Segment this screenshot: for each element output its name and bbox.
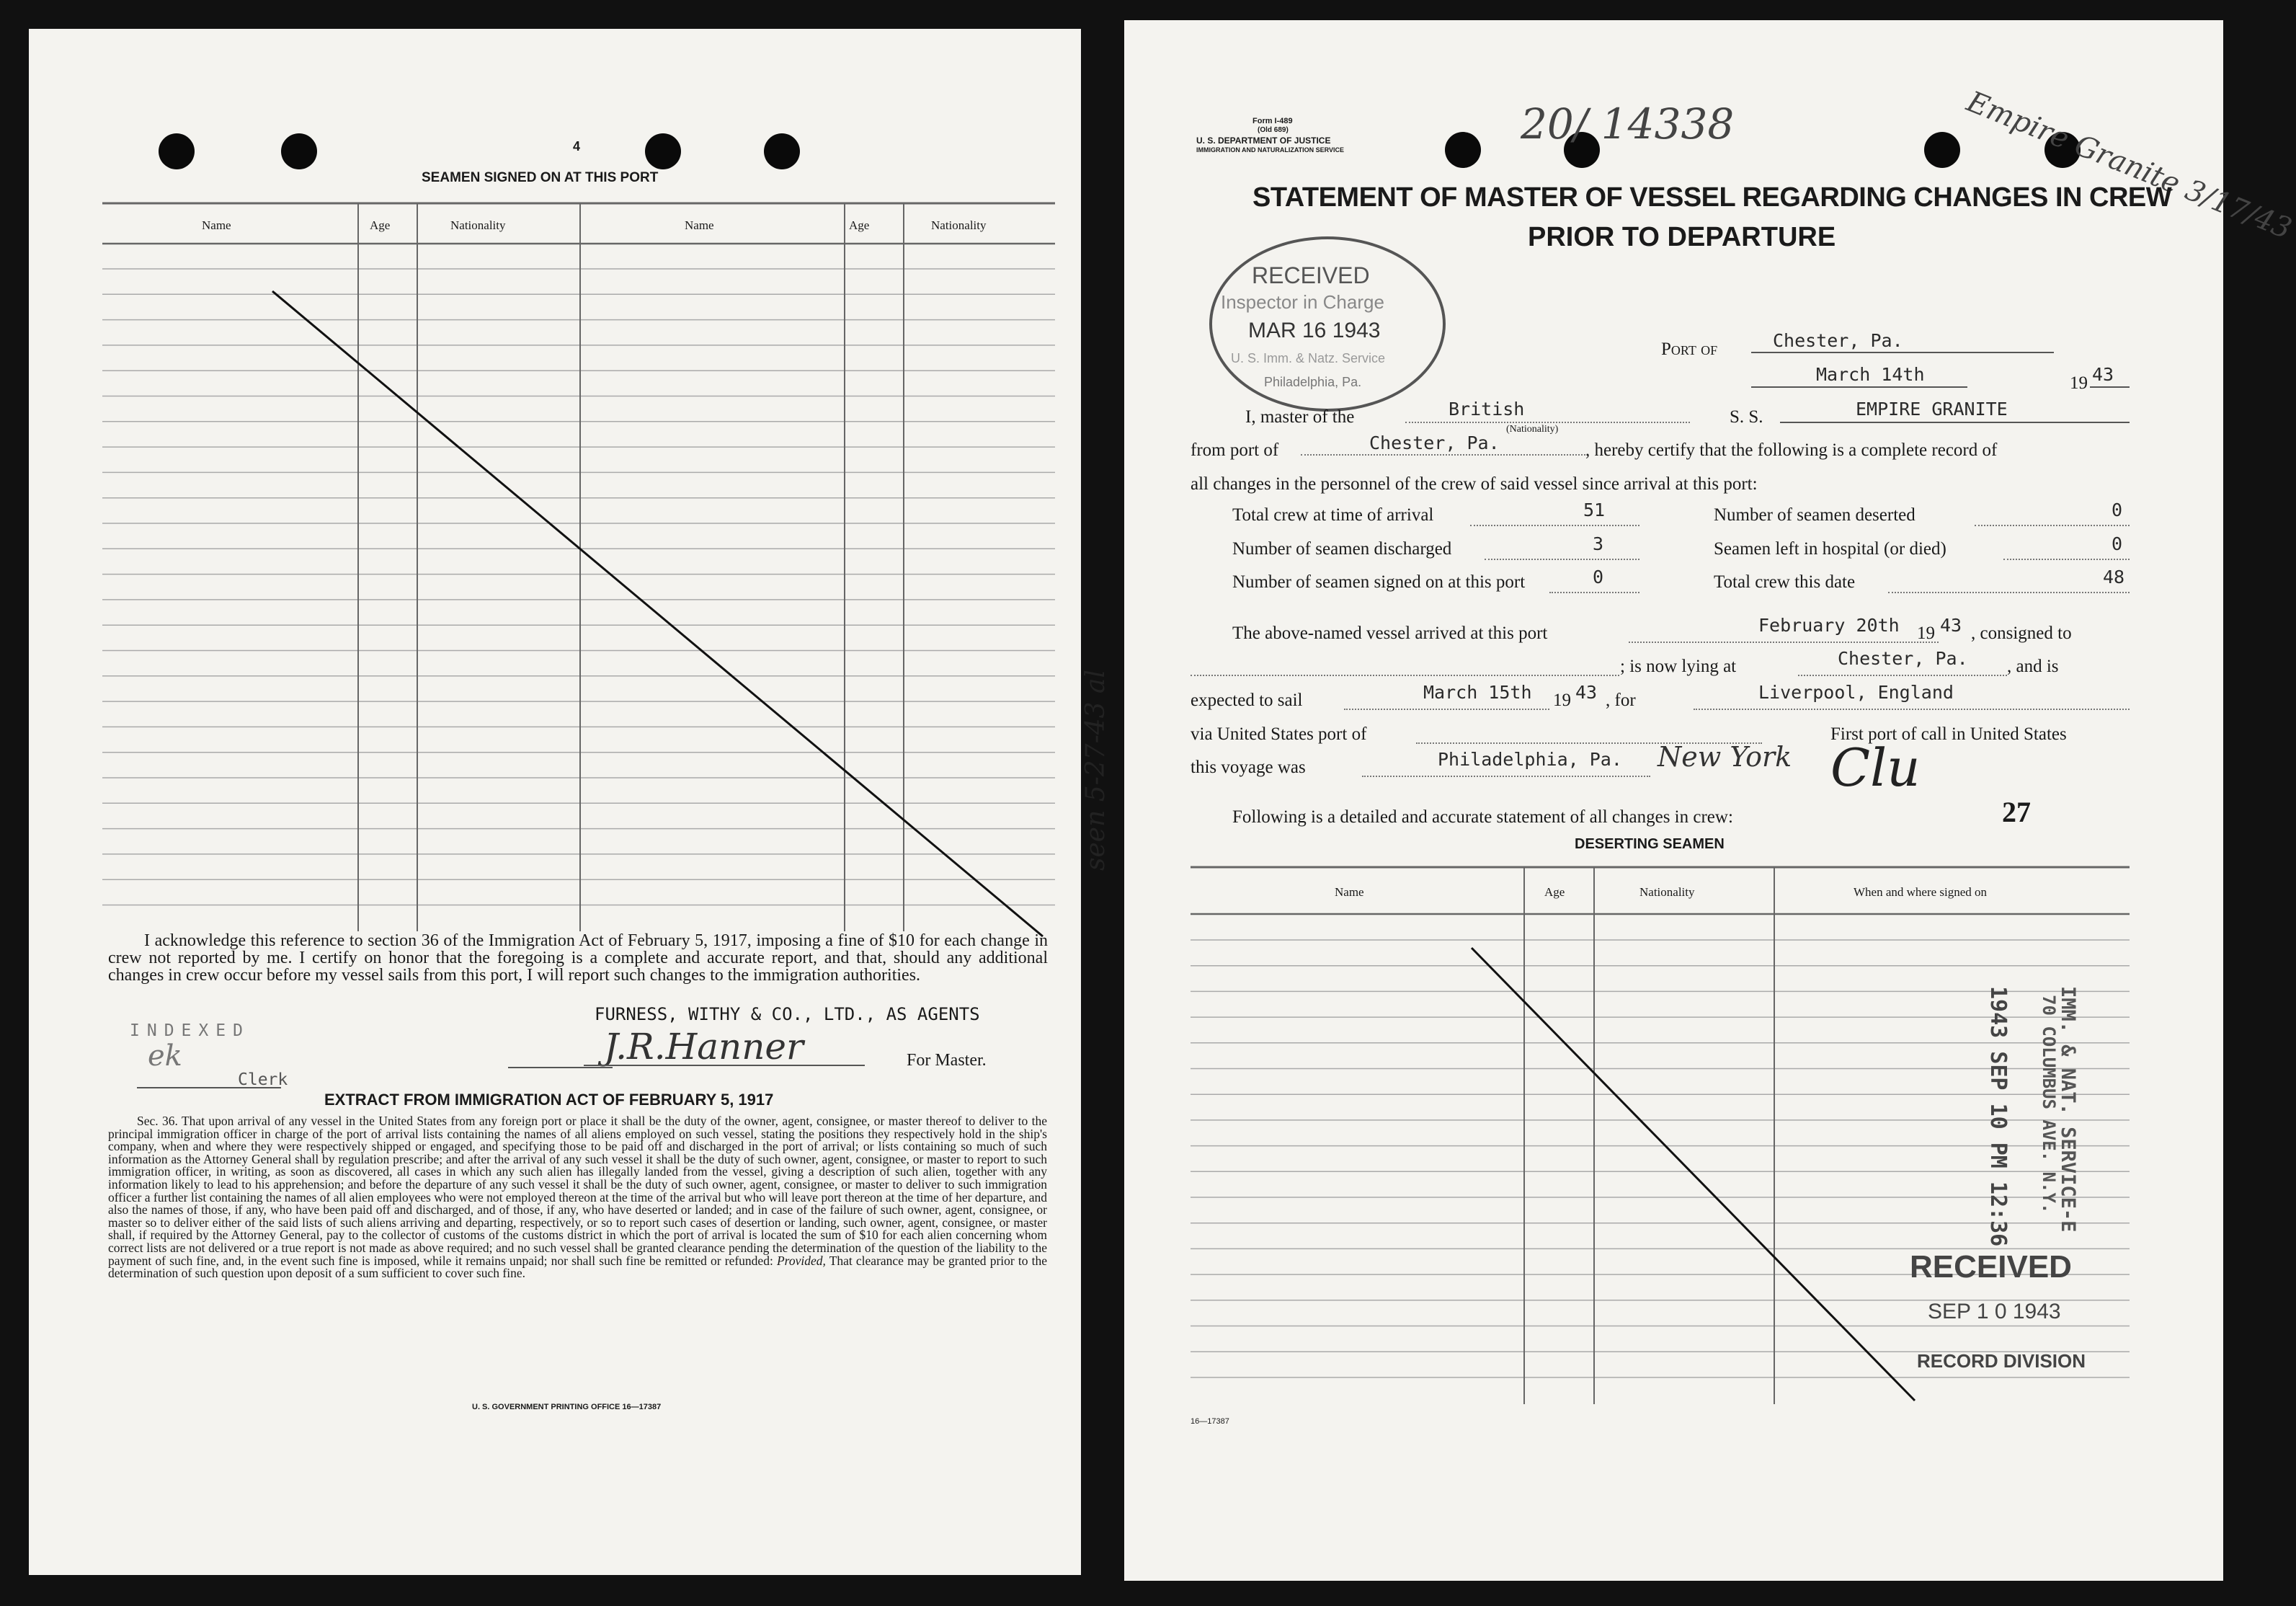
expected-label: expected to sail <box>1191 691 1303 710</box>
form-code: 16—17387 <box>1191 1417 1229 1426</box>
page-number: 4 <box>573 139 581 154</box>
stat-signed-on-value: 0 <box>1593 567 1604 587</box>
stamp-received: RECEIVED <box>1252 262 1370 288</box>
form-title-line2: PRIOR TO DEPARTURE <box>1528 222 1836 252</box>
stat-deserted-label: Number of seamen deserted <box>1714 505 1915 525</box>
year-line <box>2090 386 2130 388</box>
extract-title: EXTRACT FROM IMMIGRATION ACT OF FEBRUARY 5, 1917 <box>324 1091 774 1109</box>
form-old-number: (Old 689) <box>1258 126 1289 134</box>
lying-label: ; is now lying at <box>1620 657 1737 676</box>
from-port-value: Chester, Pa. <box>1369 432 1500 453</box>
seamen-signed-on-table <box>102 203 1055 931</box>
arrived-value: February 20th <box>1758 615 1900 636</box>
extract-tail: That clearance may be granted prior to the determination of such question upon deposit of a sum sufficient to cover such fine. <box>108 1253 1048 1281</box>
section-title: SEAMEN SIGNED ON AT THIS PORT <box>422 170 659 185</box>
form-number: Form I-489 <box>1252 117 1293 125</box>
voyage-value: Philadelphia, Pa. <box>1438 749 1622 770</box>
following-text: Following is a detailed and accurate statement of all changes in crew: <box>1232 807 1733 827</box>
handwritten-corner-note: Empire Granite 3/17/43 <box>1962 85 2296 246</box>
for-label: , for <box>1606 691 1636 710</box>
col-header-age: Age <box>849 218 870 232</box>
cancel-strike-line <box>1472 948 1915 1401</box>
dot-leader <box>1975 525 2130 526</box>
stamp-address-vertical: 70 COLUMBUS AVE. N.Y. <box>2039 995 2059 1214</box>
via-label: via United States port of <box>1191 724 1367 744</box>
master-signature: J.R.Hanner <box>604 1026 804 1068</box>
stamp-inspector: Inspector in Charge <box>1221 291 1384 313</box>
certify-text: , hereby certify that the following is a complete record of <box>1585 440 1998 460</box>
nationality-caption: (Nationality) <box>1506 424 1559 435</box>
stat-total-arrival-value: 51 <box>1583 500 1606 520</box>
stat-total-arrival-label: Total crew at time of arrival <box>1232 505 1434 525</box>
expected-fill <box>1344 709 1549 710</box>
voyage-fill <box>1362 776 1650 777</box>
dot-leader <box>1549 592 1639 593</box>
date-value: March 14th <box>1816 364 1925 385</box>
department-name: U. S. DEPARTMENT OF JUSTICE <box>1196 136 1331 146</box>
and-is-label: , and is <box>2007 657 2059 676</box>
first-port-label: First port of call in United States <box>1830 724 2067 744</box>
service-name: IMMIGRATION AND NATURALIZATION SERVICE <box>1196 146 1344 154</box>
voyage-label: this voyage was <box>1191 758 1306 777</box>
port-of-label: Port of <box>1661 340 1718 359</box>
clerk-line <box>137 1087 281 1088</box>
punch-hole <box>159 133 195 169</box>
punch-hole <box>1445 132 1481 168</box>
for-master-label: For Master. <box>907 1051 987 1070</box>
margin-handwritten-note: seen 5-27-43 al <box>1081 670 1111 871</box>
page-count-number: 27 <box>2002 796 2031 828</box>
consigned-label: , consigned to <box>1971 624 2072 643</box>
extract-provided: Provided, <box>776 1253 826 1268</box>
clerk-label: Clerk <box>238 1070 288 1089</box>
signature-line <box>584 1065 865 1066</box>
indexed-stamp: INDEXED <box>130 1021 250 1040</box>
arrived-year-prefix: 19 <box>1917 624 1935 643</box>
clerk-sign-line <box>508 1067 613 1068</box>
punch-hole <box>281 133 317 169</box>
col-header-age: Age <box>370 218 391 232</box>
destination-value: Liverpool, England <box>1758 682 1954 703</box>
extract-section: Sec. 36. <box>137 1114 178 1128</box>
acknowledgement-text: I acknowledge this reference to section 36 of the Immigration Act of February 5, 1917, imposing a fine of $10 for each change in crew not reported by me. I certify on honor that the foregoing is a complete and accurate report, and that, should any additional changes in crew occur before my vessel sails from this port, I will report such changes to the immigration authorities. <box>108 931 1048 985</box>
col-header-when-where: When and where signed on <box>1854 885 1988 899</box>
dot-leader <box>1888 592 2130 593</box>
year-prefix: 19 <box>2070 373 2088 393</box>
extract-text: That upon arrival of any vessel in the United States from any foreign port or place it shall be the duty of the owner, agent, consignee, or master thereof to deliver to the principal immigration officer in charge of the port of arrival lists containing the names of all aliens employed on such vessel, stating the positions they respectively hold in the ship's company, when and where they were respectively shipped or engaged, and specifying those to be paid off and discharged in the port of arrival; or lists containing so much of such information as the Attorney General shall by regulation prescribe; and after the arrival of any such vessel it shall be the duty of such owner, agent, consignee, or master to report to such immigration officer, in writing, as soon as discovered, all cases in which any such alien has illegally landed from the vessel, giving a description of such alien, together with any information likely to lead to his apprehension; and before the departure of any such vessel it shall be the duty of such owner, agent, consignee, or master to deliver to such immigration officer a further list containing the names of all alien employees who were not employed thereon at the time of the arrival but who will leave port thereon at the time of her departure, and also the names of those, if any, who have been paid off and discharged, and of those, if any, who have deserted or landed; and in case of the failure of such owner, agent, consignee, or master so to deliver either of the said lists of such aliens arriving and departing, respectively, or so to report such cases of desertion or landing, such owner, agent, consignee, or master shall, if required by the Attorney General, pay to the collector of customs of the customs district in which the port of arrival is located the sum of $10 for each alien concerning whom correct lists are not delivered or a true report is not made as above required; and no such vessel shall be granted clearance pending the determination of the question of the liability to the payment of such fine, and, in the event such fine is imposed, while it remains unpaid; nor shall such fine be remitted or refunded: <box>108 1114 1047 1268</box>
col-header-name: Name <box>685 218 714 232</box>
ss-label: S. S. <box>1730 407 1763 427</box>
stat-total-crew-label: Total crew this date <box>1714 572 1856 592</box>
expected-year-prefix: 19 <box>1553 691 1571 710</box>
arrived-year-value: 43 <box>1940 615 1962 636</box>
deserting-title: DESERTING SEAMEN <box>1575 836 1725 852</box>
left-page <box>29 29 1081 1575</box>
col-header-name: Name <box>202 218 231 232</box>
received-stamp-march <box>1209 236 1446 412</box>
all-changes-text: all changes in the personnel of the crew of said vessel since arrival at this port: <box>1191 474 1758 494</box>
stamp-service: U. S. Imm. & Natz. Service <box>1231 351 1386 365</box>
stat-total-crew-value: 48 <box>2103 567 2125 587</box>
nationality-value: British <box>1449 399 1525 420</box>
agents-line: FURNESS, WITHY & CO., LTD., AS AGENTS <box>595 1004 980 1024</box>
extract-body <box>108 1115 1047 1280</box>
arrived-fill <box>1629 642 1939 643</box>
dot-leader <box>1485 559 1639 560</box>
stamp-city: Philadelphia, Pa. <box>1264 375 1362 389</box>
stat-hospital-label: Seamen left in hospital (or died) <box>1714 539 1946 559</box>
indexed-initials: ek <box>148 1039 182 1073</box>
date-line <box>1751 386 1967 388</box>
col-header-name: Name <box>1335 885 1364 899</box>
expected-year-value: 43 <box>1575 682 1598 703</box>
stat-hospital-value: 0 <box>2112 533 2123 554</box>
from-port-fill <box>1301 454 1585 456</box>
dot-leader <box>1470 525 1639 526</box>
form-title-line1: STATEMENT OF MASTER OF VESSEL REGARDING CHANGES IN CREW <box>1252 182 2172 213</box>
received-stamp-sep: RECEIVED <box>1910 1249 2072 1285</box>
consignee-fill <box>1191 675 1619 676</box>
nationality-fill <box>1405 422 1690 423</box>
right-page <box>1081 20 2296 1581</box>
voyage-handwritten: New York <box>1658 741 1792 773</box>
destination-fill <box>1694 709 2130 710</box>
stamp-date: MAR 16 1943 <box>1248 319 1381 342</box>
cancel-strike-line <box>272 291 1043 936</box>
ship-name-value: EMPIRE GRANITE <box>1856 399 2008 420</box>
punch-hole <box>645 133 681 169</box>
handwritten-initials: Clu <box>1830 737 1921 798</box>
master-label: I, master of the <box>1245 407 1355 427</box>
stat-discharged-value: 3 <box>1593 533 1604 554</box>
col-header-nationality: Nationality <box>450 218 506 232</box>
col-header-nationality: Nationality <box>1639 885 1695 899</box>
stamp-datetime-vertical: 1943 SEP 10 PM 12:36 <box>1985 986 2011 1247</box>
stat-deserted-value: 0 <box>2112 500 2123 520</box>
port-line <box>1751 352 2054 353</box>
received-stamp-date: SEP 1 0 1943 <box>1928 1300 2061 1323</box>
expected-value: March 15th <box>1423 682 1532 703</box>
ship-line <box>1780 422 2130 423</box>
punch-hole <box>764 133 800 169</box>
stamp-service-vertical: IMM. & NAT. SERVICE-E <box>2057 986 2079 1233</box>
stat-signed-on-label: Number of seamen signed on at this port <box>1232 572 1526 592</box>
from-port-label: from port of <box>1191 440 1279 460</box>
stat-discharged-label: Number of seamen discharged <box>1232 539 1452 559</box>
lying-fill <box>1798 675 2007 676</box>
handwritten-file-number: 20/ 14338 <box>1521 99 1735 148</box>
col-header-age: Age <box>1544 885 1565 899</box>
record-division-stamp: RECORD DIVISION <box>1917 1350 2086 1372</box>
punch-hole <box>1924 132 1960 168</box>
col-header-nationality: Nationality <box>931 218 987 232</box>
arrived-label: The above-named vessel arrived at this port <box>1232 624 1548 643</box>
port-of-value: Chester, Pa. <box>1773 330 1903 351</box>
dot-leader <box>2003 559 2130 560</box>
lying-value: Chester, Pa. <box>1838 648 1968 669</box>
gpo-line: U. S. GOVERNMENT PRINTING OFFICE 16—17387 <box>472 1403 662 1411</box>
year-value: 43 <box>2092 364 2114 385</box>
